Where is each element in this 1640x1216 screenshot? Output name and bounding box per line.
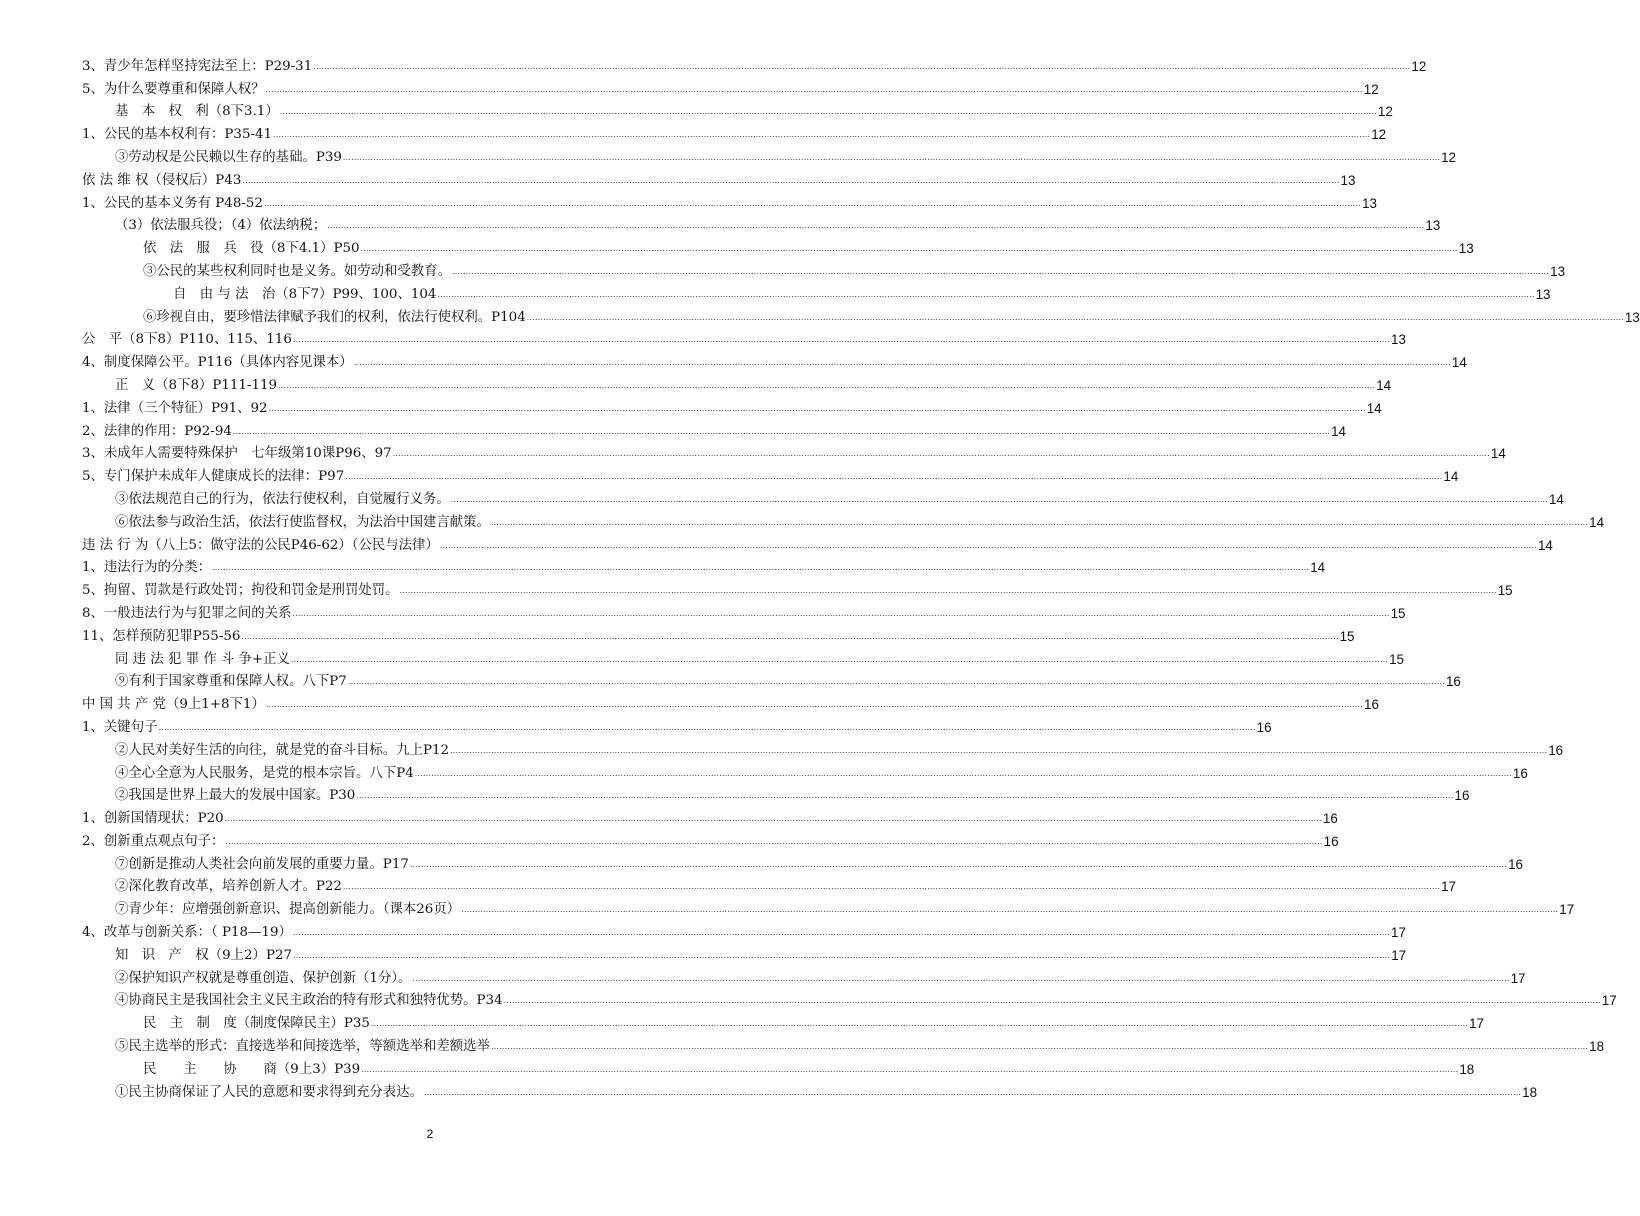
toc-entry-page: 13 — [1535, 286, 1551, 302]
toc-entry[interactable] — [82, 645, 1405, 668]
toc-entry-page: 17 — [1391, 925, 1406, 941]
toc-entry-page: 17 — [1441, 879, 1457, 895]
toc-entry[interactable] — [82, 1009, 1485, 1032]
toc-entry[interactable] — [82, 918, 1406, 941]
toc-entry[interactable] — [82, 759, 1528, 782]
toc-entry[interactable] — [82, 1078, 1538, 1101]
toc-entry-title: 2、创新重点观点句子： — [82, 833, 225, 849]
toc-entry-page: 13 — [1340, 172, 1356, 188]
toc-entry-title: 违 法 行 为（八上5：做守法的公民P46-62）（公民与法律） — [82, 537, 439, 553]
toc-entry[interactable] — [82, 554, 1326, 577]
toc-entry-title: ②深化教育改革，培养创新人才。P22 — [115, 879, 342, 895]
dot-leader: ................................................................................................................................................................................................................................................................................................................................................................................................................ — [392, 449, 1490, 459]
dot-leader: ................................................................................................................................................................................................................................................................................................................................................................................................................ — [263, 198, 1362, 208]
toc-entry-title: 1、创新国情现状：P20 — [82, 811, 224, 827]
dot-leader: ................................................................................................................................................................................................................................................................................................................................................................................................................ — [370, 1019, 1469, 1029]
dot-leader: ................................................................................................................................................................................................................................................................................................................................................................................................................ — [345, 472, 1443, 482]
toc-entry-page: 13 — [1362, 195, 1377, 211]
toc-entry-page: 17 — [1469, 1016, 1485, 1032]
toc-entry-title: 民 主 协 商（9上3）P39 — [143, 1061, 361, 1077]
toc-entry[interactable] — [82, 440, 1506, 463]
dot-leader: ................................................................................................................................................................................................................................................................................................................................................................................................................ — [241, 631, 1339, 641]
dot-leader: ................................................................................................................................................................................................................................................................................................................................................................................................................ — [409, 859, 1508, 869]
toc-entry-page: 12 — [1411, 58, 1427, 74]
toc-entry-title: 依 法 服 兵 役（8下4.1）P50 — [143, 241, 360, 257]
toc-entry-page: 16 — [1364, 697, 1379, 713]
toc-entry-page: 14 — [1451, 355, 1467, 371]
toc-entry[interactable] — [82, 873, 1457, 896]
toc-entry[interactable] — [82, 668, 1461, 691]
dot-leader: ................................................................................................................................................................................................................................................................................................................................................................................................................ — [461, 905, 1559, 915]
dot-leader: ................................................................................................................................................................................................................................................................................................................................................................................................................ — [278, 380, 1376, 390]
dot-leader: ................................................................................................................................................................................................................................................................................................................................................................................................................ — [273, 130, 1371, 140]
toc-entry-page: 12 — [1371, 127, 1387, 143]
dot-leader: ................................................................................................................................................................................................................................................................................................................................................................................................................ — [423, 1087, 1522, 1097]
dot-leader: ................................................................................................................................................................................................................................................................................................................................................................................................................ — [290, 654, 1389, 664]
toc-entry-title: 基 本 权 利（8下3.1） — [115, 104, 279, 120]
toc-entry[interactable] — [82, 987, 1617, 1010]
dot-leader: ................................................................................................................................................................................................................................................................................................................................................................................................................ — [242, 175, 1340, 185]
toc-entry[interactable] — [82, 804, 1338, 827]
dot-leader: ................................................................................................................................................................................................................................................................................................................................................................................................................ — [437, 289, 1535, 299]
dot-leader: ................................................................................................................................................................................................................................................................................................................................................................................................................ — [158, 722, 1256, 732]
toc-entry-title: 民 主 制 度（制度保障民主）P35 — [143, 1016, 370, 1032]
page-number: 2 — [426, 1127, 434, 1141]
dot-leader: ................................................................................................................................................................................................................................................................................................................................................................................................................ — [439, 540, 1537, 550]
toc-entry-page: 16 — [1548, 742, 1564, 758]
toc-entry-title: ②保护知识产权就是尊重创造、保护创新（1分）。 — [115, 970, 412, 986]
toc-entry[interactable] — [82, 326, 1406, 349]
toc-entry-page: 14 — [1548, 491, 1564, 507]
toc-entry-title: ⑦创新是推动人类社会向前发展的重要力量。P17 — [115, 856, 409, 872]
toc-entry-page: 16 — [1256, 719, 1272, 735]
dot-leader: ................................................................................................................................................................................................................................................................................................................................................................................................................ — [225, 836, 1323, 846]
dot-leader: ................................................................................................................................................................................................................................................................................................................................................................................................................ — [292, 928, 1391, 938]
toc-entry-page: 13 — [1425, 218, 1441, 234]
toc-entry-page: 15 — [1390, 605, 1406, 621]
dot-leader: ................................................................................................................................................................................................................................................................................................................................................................................................................ — [399, 586, 1497, 596]
dot-leader: ................................................................................................................................................................................................................................................................................................................................................................................................................ — [414, 768, 1512, 778]
dot-leader: ................................................................................................................................................................................................................................................................................................................................................................................................................ — [356, 791, 1454, 801]
toc-entry-title: 同 违 法 犯 罪 作 斗 争+正义 — [115, 651, 290, 667]
toc-entry-title: 11、怎样预防犯罪P55-56 — [82, 628, 241, 644]
toc-entry-page: 14 — [1331, 423, 1346, 439]
toc-entry-page: 13 — [1391, 332, 1406, 348]
toc-entry-page: 17 — [1559, 902, 1575, 918]
toc-entry-page: 17 — [1391, 947, 1407, 963]
toc-entry-title: ⑦青少年：应增强创新意识、提高创新能力。（课本26页） — [115, 902, 461, 918]
dot-leader: ................................................................................................................................................................................................................................................................................................................................................................................................................ — [360, 244, 1458, 254]
toc-entry-page: 13 — [1550, 263, 1566, 279]
toc-entry[interactable] — [82, 782, 1470, 805]
toc-entry[interactable] — [82, 212, 1441, 235]
dot-leader: ................................................................................................................................................................................................................................................................................................................................................................................................................ — [265, 700, 1364, 710]
dot-leader: ................................................................................................................................................................................................................................................................................................................................................................................................................ — [526, 312, 1624, 322]
toc-entry-page: 14 — [1443, 469, 1459, 485]
toc-entry-page: 15 — [1497, 583, 1513, 599]
toc-entry[interactable] — [82, 120, 1387, 143]
toc-entry-title: ③劳动权是公民赖以生存的基础。P39 — [115, 149, 342, 165]
toc-entry-page: 18 — [1459, 1061, 1475, 1077]
dot-leader: ................................................................................................................................................................................................................................................................................................................................................................................................................ — [293, 950, 1391, 960]
toc-entry-title: 正 义（8下8）P111-119 — [115, 377, 278, 393]
toc-entry-page: 14 — [1310, 560, 1326, 576]
toc-entry[interactable] — [82, 941, 1407, 964]
toc-entry[interactable] — [82, 303, 1640, 326]
toc-entry[interactable] — [82, 827, 1339, 850]
dot-leader: ................................................................................................................................................................................................................................................................................................................................................................................................................ — [268, 403, 1366, 413]
toc-entry-title: ②我国是世界上最大的发展中国家。P30 — [115, 788, 356, 804]
dot-leader: ................................................................................................................................................................................................................................................................................................................................................................................................................ — [279, 107, 1377, 117]
dot-leader: ................................................................................................................................................................................................................................................................................................................................................................................................................ — [265, 84, 1363, 94]
toc-entry-page: 16 — [1323, 833, 1339, 849]
toc-entry-title: 1、关键句子 — [82, 719, 158, 735]
toc-entry[interactable] — [82, 964, 1526, 987]
toc-entry[interactable] — [82, 52, 1427, 75]
toc-entry[interactable] — [82, 75, 1379, 98]
toc-entry[interactable] — [82, 1055, 1475, 1078]
toc-entry-title: 知 识 产 权（9上2）P27 — [115, 947, 292, 963]
toc-entry-title: ⑨有利于国家尊重和保障人权。八下P7 — [115, 674, 347, 690]
toc-entry-page: 12 — [1363, 81, 1379, 97]
toc-entry-title: 5、专门保护未成年人健康成长的法律：P97 — [82, 469, 345, 485]
toc-entry-title: 8、一般违法行为与犯罪之间的关系 — [82, 605, 292, 621]
dot-leader: ................................................................................................................................................................................................................................................................................................................................................................................................................ — [412, 973, 1510, 983]
dot-leader: ................................................................................................................................................................................................................................................................................................................................................................................................................ — [490, 1042, 1589, 1052]
toc-entry-page: 15 — [1389, 651, 1405, 667]
dot-leader: ................................................................................................................................................................................................................................................................................................................................................................................................................ — [224, 814, 1322, 824]
toc-entry-page: 16 — [1512, 765, 1528, 781]
toc-entry-page: 13 — [1624, 309, 1640, 325]
toc-entry[interactable] — [82, 622, 1355, 645]
toc-entry-page: 17 — [1510, 970, 1526, 986]
toc-entry[interactable] — [82, 166, 1356, 189]
toc-entry-title: 5、为什么要尊重和保障人权？ — [82, 81, 265, 97]
toc-entry[interactable] — [82, 736, 1564, 759]
toc-entry-title: 1、法律（三个特征）P91、92 — [82, 400, 268, 416]
dot-leader: ................................................................................................................................................................................................................................................................................................................................................................................................................ — [450, 494, 1548, 504]
toc-entry-page: 14 — [1376, 377, 1392, 393]
toc-entry-title: （3）依法服兵役；（4）依法纳税； — [115, 218, 327, 234]
toc-entry-title: 1、公民的基本义务有 P48-52 — [82, 195, 263, 211]
toc-entry[interactable] — [82, 531, 1553, 554]
toc-entry-title: 4、制度保障公平。P116（具体内容见课本） — [82, 355, 353, 371]
toc-entry-title: ⑥依法参与政治生活，依法行使监督权，为法治中国建言献策。 — [115, 514, 490, 530]
toc-entry-page: 14 — [1537, 537, 1553, 553]
toc-entry-page: 16 — [1508, 856, 1523, 872]
dot-leader: ................................................................................................................................................................................................................................................................................................................................................................................................................ — [342, 152, 1441, 162]
toc-entry-title: 3、未成年人需要特殊保护 七年级第10课P96、97 — [82, 446, 392, 462]
toc-entry-title: 依 法 维 权（侵权后）P43 — [82, 172, 242, 188]
dot-leader: ................................................................................................................................................................................................................................................................................................................................................................................................................ — [490, 517, 1589, 527]
toc-entry-page: 18 — [1589, 1039, 1605, 1055]
dot-leader: ................................................................................................................................................................................................................................................................................................................................................................................................................ — [313, 61, 1411, 71]
dot-leader: ................................................................................................................................................................................................................................................................................................................................................................................................................ — [327, 221, 1425, 231]
toc-entry-page: 18 — [1522, 1084, 1538, 1100]
toc-entry-title: 自 由 与 法 治（8下7）P99、100、104 — [173, 286, 437, 302]
toc-entry-page: 16 — [1322, 811, 1338, 827]
toc-entry[interactable] — [82, 143, 1457, 166]
toc-entry[interactable] — [82, 417, 1346, 440]
dot-leader: ................................................................................................................................................................................................................................................................................................................................................................................................................ — [347, 677, 1445, 687]
toc-entry-title: 3、青少年怎样坚持宪法至上：P29-31 — [82, 58, 313, 74]
toc-entry-page: 15 — [1339, 628, 1355, 644]
toc-entry[interactable] — [82, 485, 1564, 508]
toc-entry[interactable] — [82, 394, 1382, 417]
toc-entry-title: ④全心全意为人民服务，是党的根本宗旨。八下P4 — [115, 765, 414, 781]
toc-entry[interactable] — [82, 234, 1474, 257]
toc-entry-title: ③公民的某些权利同时也是义务。如劳动和受教育。 — [143, 263, 451, 279]
toc-entry[interactable] — [82, 257, 1566, 280]
dot-leader: ................................................................................................................................................................................................................................................................................................................................................................................................................ — [292, 608, 1390, 618]
toc-entry-page: 13 — [1458, 241, 1474, 257]
toc-entry[interactable] — [82, 462, 1459, 485]
toc-entry[interactable] — [82, 280, 1551, 303]
dot-leader: ................................................................................................................................................................................................................................................................................................................................................................................................................ — [450, 745, 1548, 755]
toc-entry[interactable] — [82, 371, 1392, 394]
toc-entry-title: 中 国 共 产 党（9上1+8下1） — [82, 697, 265, 713]
toc-entry[interactable] — [82, 1032, 1605, 1055]
toc-entry-page: 14 — [1366, 400, 1382, 416]
dot-leader: ................................................................................................................................................................................................................................................................................................................................................................................................................ — [353, 358, 1451, 368]
toc-entry-title: ⑥珍视自由，要珍惜法律赋予我们的权利，依法行使权利。P104 — [143, 309, 526, 325]
toc-entry-title: 公 平（8下8）P110、115、116 — [82, 332, 292, 348]
dot-leader: ................................................................................................................................................................................................................................................................................................................................................................................................................ — [342, 882, 1441, 892]
toc-entry-page: 12 — [1377, 104, 1393, 120]
toc-entry[interactable] — [82, 690, 1379, 713]
toc-entry-title: ③依法规范自己的行为，依法行使权利，自觉履行义务。 — [115, 491, 450, 507]
toc-entry-title: 4、改革与创新关系：（ P18—19） — [82, 925, 292, 941]
toc-entry[interactable] — [82, 599, 1406, 622]
toc-entry-page: 17 — [1601, 993, 1617, 1009]
dot-leader: ................................................................................................................................................................................................................................................................................................................................................................................................................ — [361, 1064, 1459, 1074]
dot-leader: ................................................................................................................................................................................................................................................................................................................................................................................................................ — [232, 426, 1331, 436]
toc-entry[interactable] — [82, 189, 1377, 212]
toc-entry[interactable] — [82, 850, 1523, 873]
toc-entry-title: 1、违法行为的分类： — [82, 560, 212, 576]
toc-entry[interactable] — [82, 895, 1575, 918]
toc-entry[interactable] — [82, 98, 1393, 121]
toc-entry-title: ②人民对美好生活的向往，就是党的奋斗目标。九上P12 — [115, 742, 450, 758]
toc-entry-title: 1、公民的基本权利有：P35-41 — [82, 127, 273, 143]
toc-entry[interactable] — [82, 508, 1605, 531]
toc-entry[interactable] — [82, 348, 1467, 371]
toc-entry-page: 14 — [1490, 446, 1506, 462]
toc-entry[interactable] — [82, 576, 1513, 599]
toc-entry-title: 5、拘留、罚款是行政处罚；拘役和罚金是刑罚处罚。 — [82, 583, 399, 599]
toc-entry-page: 16 — [1445, 674, 1461, 690]
toc-entry[interactable] — [82, 713, 1272, 736]
dot-leader: ................................................................................................................................................................................................................................................................................................................................................................................................................ — [451, 266, 1550, 276]
toc-entry-title: 2、法律的作用：P92-94 — [82, 423, 232, 439]
dot-leader: ................................................................................................................................................................................................................................................................................................................................................................................................................ — [292, 335, 1391, 345]
toc-entry-title: ④协商民主是我国社会主义民主政治的特有形式和独特优势。P34 — [115, 993, 503, 1009]
dot-leader: ................................................................................................................................................................................................................................................................................................................................................................................................................ — [503, 996, 1601, 1006]
toc-entry-title: ⑤民主选举的形式：直接选举和间接选举，等额选举和差额选举 — [115, 1039, 490, 1055]
toc-entry-title: ①民主协商保证了人民的意愿和要求得到充分表达。 — [115, 1084, 423, 1100]
table-of-contents — [82, 52, 1640, 1101]
dot-leader: ................................................................................................................................................................................................................................................................................................................................................................................................................ — [212, 563, 1310, 573]
toc-entry-page: 14 — [1589, 514, 1605, 530]
toc-entry-page: 12 — [1441, 149, 1457, 165]
toc-entry-page: 16 — [1454, 788, 1470, 804]
